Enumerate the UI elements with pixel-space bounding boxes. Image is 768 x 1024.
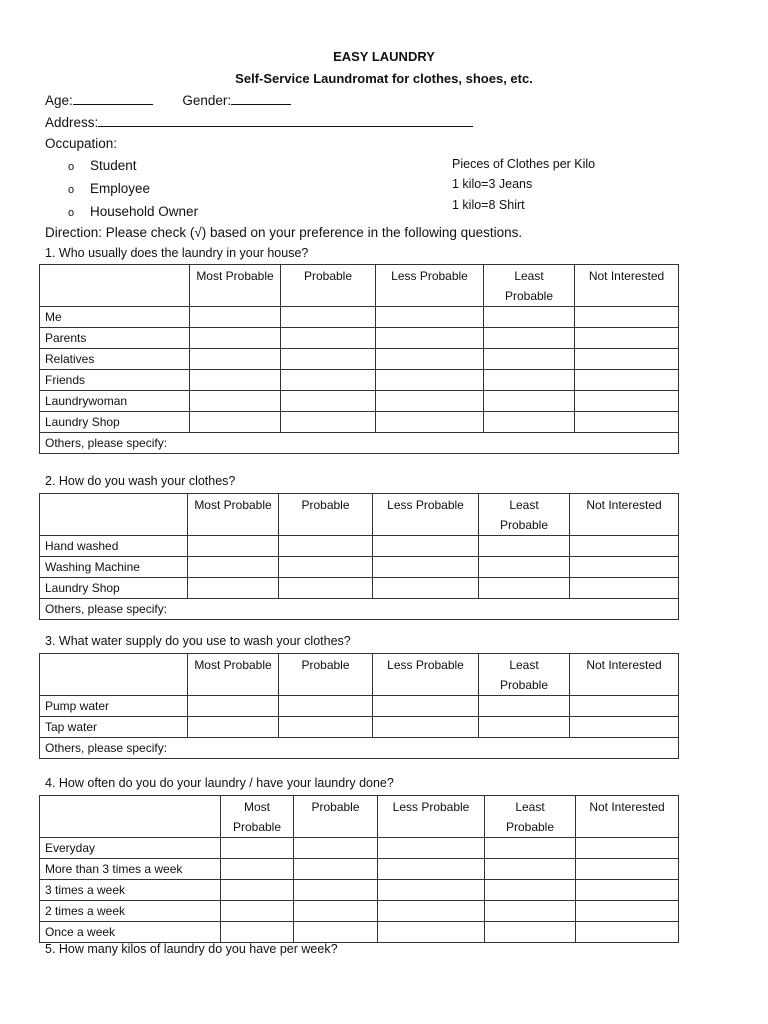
address-label: Address: <box>45 115 99 130</box>
check-cell[interactable] <box>373 536 479 557</box>
question-1-table <box>39 264 679 454</box>
check-cell[interactable] <box>190 412 281 433</box>
row-label: Laundry Shop <box>40 578 188 599</box>
check-cell[interactable] <box>576 901 679 922</box>
check-cell[interactable] <box>376 391 484 412</box>
clothes-info-shirt: 1 kilo=8 Shirt <box>452 198 525 212</box>
occupation-option-student[interactable]: o Student <box>68 158 137 173</box>
check-cell[interactable] <box>570 696 679 717</box>
check-cell[interactable] <box>575 412 679 433</box>
others-specify-field[interactable]: Others, please specify: <box>40 599 679 620</box>
check-cell[interactable] <box>188 536 279 557</box>
check-cell[interactable] <box>576 922 679 943</box>
table-row <box>40 880 679 901</box>
check-cell[interactable] <box>190 307 281 328</box>
check-cell[interactable] <box>575 349 679 370</box>
table-header-row <box>40 654 679 696</box>
check-cell[interactable] <box>221 880 294 901</box>
check-cell[interactable] <box>190 328 281 349</box>
check-cell[interactable] <box>376 412 484 433</box>
check-cell[interactable] <box>279 717 373 738</box>
check-cell[interactable] <box>576 880 679 901</box>
form-title: EASY LAUNDRY <box>333 49 435 64</box>
check-cell[interactable] <box>190 370 281 391</box>
check-cell[interactable] <box>485 922 576 943</box>
column-header: Least Probable <box>479 494 570 536</box>
column-header: Less Probable <box>376 265 484 307</box>
table-row <box>40 838 679 859</box>
direction-text: Direction: Please check (√) based on your preference in the following questions. <box>45 225 523 240</box>
table-row <box>40 307 679 328</box>
row-label: Tap water <box>40 717 188 738</box>
check-cell[interactable] <box>281 412 376 433</box>
table-row <box>40 391 679 412</box>
question-2-table <box>39 493 679 620</box>
age-blank[interactable] <box>73 92 153 105</box>
check-cell[interactable] <box>575 307 679 328</box>
check-cell[interactable] <box>281 349 376 370</box>
check-cell[interactable] <box>575 391 679 412</box>
check-cell[interactable] <box>376 307 484 328</box>
check-cell[interactable] <box>221 901 294 922</box>
check-cell[interactable] <box>294 922 378 943</box>
column-header: Most Probable <box>188 494 279 536</box>
check-cell[interactable] <box>575 370 679 391</box>
age-gender-line <box>45 92 291 108</box>
row-label: Friends <box>40 370 190 391</box>
table-row <box>40 901 679 922</box>
bullet-icon: o <box>68 207 75 219</box>
check-cell[interactable] <box>279 536 373 557</box>
header-blank-cell <box>40 494 188 536</box>
check-cell[interactable] <box>378 859 485 880</box>
check-cell[interactable] <box>570 557 679 578</box>
row-label: Once a week <box>40 922 221 943</box>
others-specify-field[interactable]: Others, please specify: <box>40 738 679 759</box>
check-cell[interactable] <box>485 880 576 901</box>
row-label: Washing Machine <box>40 557 188 578</box>
question-3-table <box>39 653 679 759</box>
column-header: Less Probable <box>378 796 485 838</box>
check-cell[interactable] <box>484 307 575 328</box>
check-cell[interactable] <box>190 391 281 412</box>
check-cell[interactable] <box>484 391 575 412</box>
check-cell[interactable] <box>378 838 485 859</box>
check-cell[interactable] <box>484 370 575 391</box>
check-cell[interactable] <box>570 578 679 599</box>
column-header: Probable <box>281 265 376 307</box>
check-cell[interactable] <box>221 859 294 880</box>
check-cell[interactable] <box>188 578 279 599</box>
check-cell[interactable] <box>570 536 679 557</box>
check-cell[interactable] <box>281 391 376 412</box>
check-cell[interactable] <box>378 880 485 901</box>
column-header: Less Probable <box>373 654 479 696</box>
check-cell[interactable] <box>575 328 679 349</box>
row-label: 3 times a week <box>40 880 221 901</box>
check-cell[interactable] <box>376 370 484 391</box>
occupation-option-household-owner[interactable]: o Household Owner <box>68 204 199 219</box>
address-blank[interactable] <box>98 114 473 127</box>
check-cell[interactable] <box>479 717 570 738</box>
check-cell[interactable] <box>570 717 679 738</box>
table-header-row <box>40 796 679 838</box>
others-row <box>40 738 679 759</box>
check-cell[interactable] <box>484 412 575 433</box>
check-cell[interactable] <box>485 901 576 922</box>
clothes-info-title: Pieces of Clothes per Kilo <box>452 157 596 171</box>
row-label: Relatives <box>40 349 190 370</box>
table-row <box>40 696 679 717</box>
check-cell[interactable] <box>190 349 281 370</box>
table-row <box>40 349 679 370</box>
bullet-icon: o <box>68 161 75 173</box>
column-header: Not Interested <box>570 654 679 696</box>
form-subtitle: Self-Service Laundromat for clothes, shoes, etc. <box>235 71 533 86</box>
check-cell[interactable] <box>294 880 378 901</box>
check-cell[interactable] <box>485 838 576 859</box>
check-cell[interactable] <box>576 859 679 880</box>
table-row <box>40 578 679 599</box>
row-label: 2 times a week <box>40 901 221 922</box>
question-4-label: 4. How often do you do your laundry / have your laundry done? <box>45 776 394 790</box>
check-cell[interactable] <box>485 859 576 880</box>
check-cell[interactable] <box>378 901 485 922</box>
question-5-label: 5. How many kilos of laundry do you have per week? <box>45 942 338 956</box>
column-header: Probable <box>279 494 373 536</box>
address-line <box>45 114 473 130</box>
others-specify-field[interactable]: Others, please specify: <box>40 433 679 454</box>
row-label: Parents <box>40 328 190 349</box>
check-cell[interactable] <box>188 717 279 738</box>
column-header: Not Interested <box>570 494 679 536</box>
check-cell[interactable] <box>378 922 485 943</box>
column-header: Not Interested <box>576 796 679 838</box>
header-blank-cell <box>40 796 221 838</box>
clothes-info-jeans: 1 kilo=3 Jeans <box>452 177 533 191</box>
question-2-label: 2. How do you wash your clothes? <box>45 474 236 488</box>
check-cell[interactable] <box>221 838 294 859</box>
check-cell[interactable] <box>294 838 378 859</box>
check-cell[interactable] <box>281 328 376 349</box>
check-cell[interactable] <box>373 557 479 578</box>
row-label: Hand washed <box>40 536 188 557</box>
table-row <box>40 412 679 433</box>
row-label: Laundry Shop <box>40 412 190 433</box>
occupation-option-employee[interactable]: o Employee <box>68 181 151 196</box>
table-row <box>40 328 679 349</box>
check-cell[interactable] <box>479 536 570 557</box>
table-row <box>40 557 679 578</box>
check-cell[interactable] <box>279 696 373 717</box>
others-row <box>40 433 679 454</box>
question-4-table <box>39 795 679 943</box>
check-cell[interactable] <box>279 578 373 599</box>
column-header: Least Probable <box>479 654 570 696</box>
check-cell[interactable] <box>484 328 575 349</box>
table-row <box>40 859 679 880</box>
header-blank-cell <box>40 654 188 696</box>
row-label: More than 3 times a week <box>40 859 221 880</box>
gender-blank[interactable] <box>231 92 291 105</box>
table-header-row <box>40 494 679 536</box>
check-cell[interactable] <box>188 696 279 717</box>
check-cell[interactable] <box>221 922 294 943</box>
check-cell[interactable] <box>479 557 570 578</box>
check-cell[interactable] <box>484 349 575 370</box>
question-1-label: 1. Who usually does the laundry in your house? <box>45 246 309 260</box>
bullet-icon: o <box>68 184 75 196</box>
check-cell[interactable] <box>479 696 570 717</box>
occupation-label: Occupation: <box>45 136 118 151</box>
check-cell[interactable] <box>576 838 679 859</box>
check-cell[interactable] <box>373 696 479 717</box>
check-cell[interactable] <box>373 717 479 738</box>
row-label: Laundrywoman <box>40 391 190 412</box>
table-header-row <box>40 265 679 307</box>
column-header: Most Probable <box>188 654 279 696</box>
table-row <box>40 717 679 738</box>
check-cell[interactable] <box>279 557 373 578</box>
others-row <box>40 599 679 620</box>
column-header: Least Probable <box>485 796 576 838</box>
check-cell[interactable] <box>281 370 376 391</box>
age-label: Age: <box>45 93 73 108</box>
table-row <box>40 370 679 391</box>
column-header: Least Probable <box>484 265 575 307</box>
gender-label: Gender: <box>182 93 232 108</box>
column-header: Not Interested <box>575 265 679 307</box>
check-cell[interactable] <box>294 901 378 922</box>
column-header: Probable <box>294 796 378 838</box>
check-cell[interactable] <box>281 307 376 328</box>
table-row <box>40 922 679 943</box>
column-header: Most Probable <box>190 265 281 307</box>
column-header: Probable <box>279 654 373 696</box>
column-header: Less Probable <box>373 494 479 536</box>
check-cell[interactable] <box>479 578 570 599</box>
row-label: Everyday <box>40 838 221 859</box>
question-3-label: 3. What water supply do you use to wash your clothes? <box>45 634 351 648</box>
check-cell[interactable] <box>188 557 279 578</box>
row-label: Pump water <box>40 696 188 717</box>
check-cell[interactable] <box>376 328 484 349</box>
check-cell[interactable] <box>376 349 484 370</box>
table-row <box>40 536 679 557</box>
row-label: Me <box>40 307 190 328</box>
check-cell[interactable] <box>373 578 479 599</box>
check-cell[interactable] <box>294 859 378 880</box>
column-header: Most Probable <box>221 796 294 838</box>
header-blank-cell <box>40 265 190 307</box>
